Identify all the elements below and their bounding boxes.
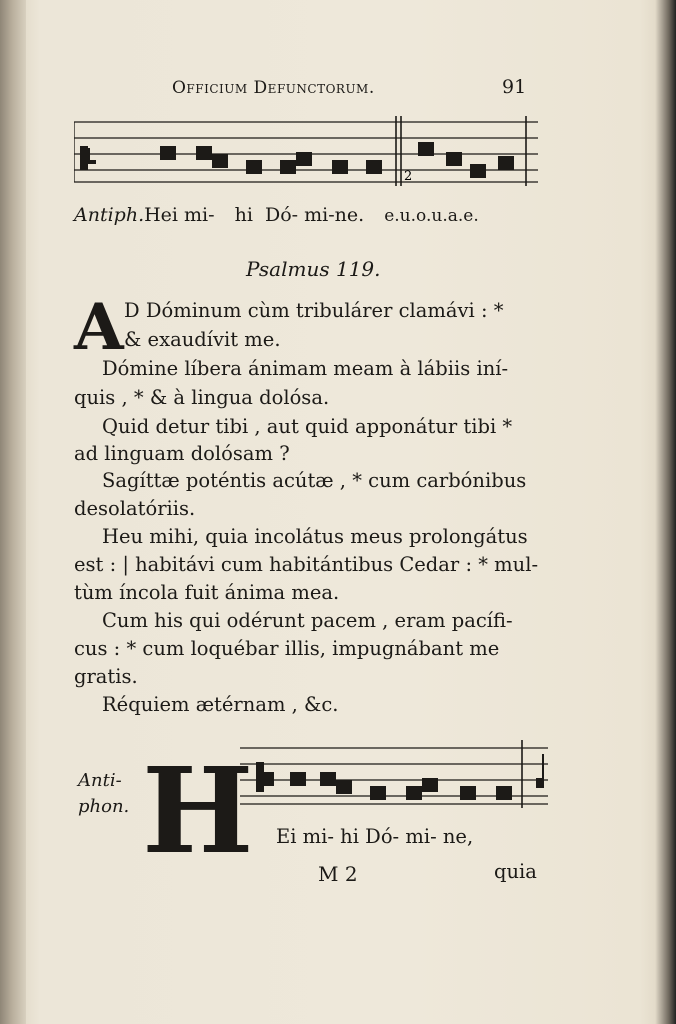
- antiphon-initial: H: [142, 741, 254, 880]
- psalm-line-7: Sagíttæ poténtis acútæ , * cum carbónibus: [102, 469, 527, 492]
- psalm-line-5: Quid detur tibi , aut quid apponátur tibi *: [102, 415, 513, 438]
- psalm-line-8: desolatóriis.: [74, 497, 196, 520]
- signature-mark: M 2: [318, 862, 358, 886]
- neumes-1: [78, 142, 514, 178]
- chant-staff-2: [240, 740, 548, 810]
- chant1-word-5: e.u.o.u.a.e.: [384, 206, 479, 226]
- page-edge: [655, 0, 676, 1024]
- psalm-line-4: quis , * & à lingua dolósa.: [74, 386, 330, 409]
- antiphon-2-text: Ei mi- hi Dó- mi- ne,: [276, 825, 474, 848]
- psalm-line-12: Cum his qui odérunt pacem , eram pacífi-: [102, 609, 513, 632]
- psalm-line-14: gratis.: [74, 665, 138, 688]
- antiphon-1-text: [74, 204, 479, 226]
- psalm-line-13: cus : * cum loquébar illis, impugnábant me: [74, 637, 500, 660]
- antiphon-label-1: Anti-: [78, 770, 122, 791]
- psalm-line-3: Dómine líbera ánimam meam à lábiis iní-: [102, 357, 509, 380]
- psalm-line-15: Réquiem ætérnam , &c.: [102, 693, 339, 716]
- catchword: quia: [494, 860, 537, 883]
- psalm-line-2: & exaudívit me.: [124, 328, 281, 351]
- page-number: 91: [502, 76, 527, 98]
- running-header: Officium Defunctorum.: [172, 78, 375, 98]
- psalm-line-9: Heu mihi, quia incolátus meus prolongátus: [102, 525, 528, 548]
- psalm-line-1: D Dóminum cùm tribulárer clamávi : *: [124, 299, 504, 322]
- antiph-label: Antiph.: [74, 204, 145, 226]
- psalm-line-11: tùm íncola fuit ánima mea.: [74, 581, 340, 604]
- neumes-2: [256, 754, 544, 800]
- psalm-line-6: ad linguam dolósam ?: [74, 442, 290, 465]
- psalm-title: Psalmus 119.: [246, 257, 381, 281]
- chant1-word-3: Dó-: [264, 204, 299, 226]
- psalm-drop-cap: A: [74, 290, 124, 365]
- chant1-word-2: hi: [234, 204, 253, 226]
- chant-staff-1: [74, 116, 538, 188]
- chant1-word-4: mi-ne.: [304, 204, 365, 226]
- antiphon-label-2: phon.: [78, 796, 130, 817]
- psalm-line-10: est : | habitávi cum habitántibus Cedar : * mul-: [74, 553, 539, 576]
- page-gutter: [0, 0, 26, 1024]
- tone-number: 2: [404, 169, 413, 184]
- chant1-word-1: Hei mi-: [144, 204, 215, 226]
